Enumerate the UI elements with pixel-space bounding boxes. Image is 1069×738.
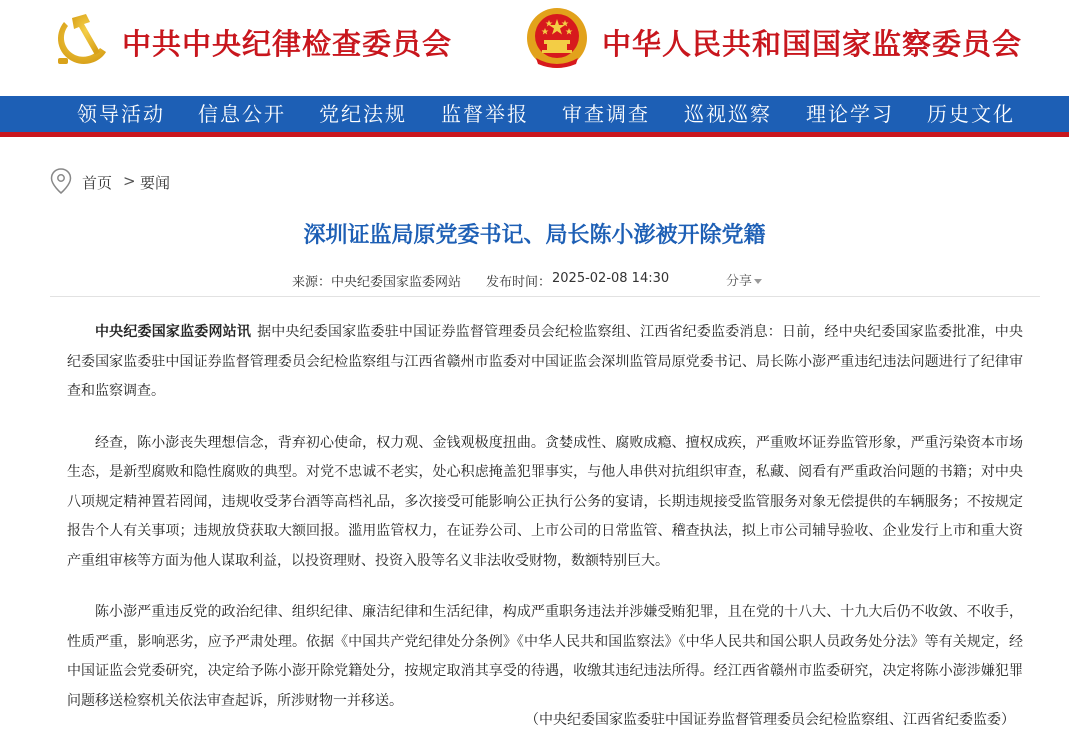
nav-item-info-disclosure[interactable]: 信息公开 (198, 102, 286, 126)
nav-item-leadership[interactable]: 领导活动 (77, 102, 165, 126)
nav-item-theory-study[interactable]: 理论学习 (806, 102, 894, 126)
lead-source: 中央纪委国家监委网站讯 (95, 324, 252, 340)
article-paragraph (67, 318, 1023, 407)
location-pin-icon (50, 168, 72, 194)
share-label: 分享 (726, 274, 753, 289)
source-label: 来源： (292, 275, 332, 290)
nav-item-report[interactable]: 监督举报 (441, 102, 529, 126)
nav-item-inspection[interactable]: 巡视巡察 (684, 102, 772, 126)
article-paragraph: 陈小澎严重违反党的政治纪律、组织纪律、廉洁纪律和生活纪律，构成严重职务违法并涉嫌受贿犯罪，且在党的十八大、十九大后仍不收敛、不收手，性质严重，影响恶劣，应予严肃处理。依据《中国共产党纪律处分条例》《中华人民共和国监察法》《中华人民共和国公职人员政务处分法》等有关规定，经中国证监会党委研究，决定给予陈小澎开除党籍处分，按规定取消其享受的待遇，收缴其违纪违法所得。经江西省赣州市监委研究，决定将陈小澎涉嫌犯罪问题移送检察机关依法审查起诉，所涉财物一并移送。 (67, 604, 1023, 709)
nav-item-party-regulations[interactable]: 党纪法规 (319, 102, 407, 126)
nav-item-history-culture[interactable]: 历史文化 (927, 102, 1015, 126)
cpc-commission-title[interactable]: 中共中央纪律检查委员会 (122, 27, 453, 61)
share-button[interactable] (726, 270, 762, 289)
paragraph-text: 据中央纪委国家监委驻中国证券监督管理委员会纪检监察组、江西省纪委监委消息：日前，经中央纪委国家监委批准，中央纪委国家监委驻中国证券监督管理委员会纪检监察组与江西省赣州市监委对中国证监会深圳监管局原党委书记、局长陈小澎严重违纪违法问题进行了纪律审查和监察调查。 (67, 324, 1023, 399)
caret-down-icon (754, 279, 762, 284)
nav-item-investigation[interactable]: 审查调查 (562, 102, 650, 126)
article-paragraph: 经查，陈小澎丧失理想信念，背弃初心使命，权力观、金钱观极度扭曲。贪婪成性、腐败成瘾、擅权成疾，严重败坏证券监管形象，严重污染资本市场生态，是新型腐败和隐性腐败的典型。对党不忠诚不老实，处心积虑掩盖犯罪事实，与他人串供对抗组织审查，私藏、阅看有严重政治问题的书籍；对中央八项规定精神置若罔闻，违规收受茅台酒等高档礼品，多次接受可能影响公正执行公务的宴请，长期违规接受监管服务对象无偿提供的车辆服务；不按规定报告个人有关事项；违规放贷获取大额回报。滥用监管权力，在证券公司、上市公司的日常监管、稽查执法，拟上市公司辅导验收、企业发行上市和重大资产重组审核等方面为他人谋取利益，以投资理财、投资入股等名义非法收受财物，数额特别巨大。 (67, 434, 1023, 569)
article-body (67, 318, 1023, 738)
national-supervisory-title[interactable]: 中华人民共和国国家监察委员会 (602, 27, 1023, 61)
divider (50, 296, 1040, 297)
breadcrumb-separator: > (123, 172, 136, 190)
publish-time-label: 发布时间： (486, 275, 552, 290)
publish-time-value: 2025-02-08 14:30 (552, 271, 670, 286)
source-value: 中央纪委国家监委网站 (331, 275, 462, 290)
breadcrumb-news-link[interactable]: 要闻 (140, 174, 171, 192)
national-emblem-icon (524, 6, 590, 72)
party-emblem-icon (50, 8, 112, 70)
breadcrumb-home-link[interactable]: 首页 (82, 174, 113, 192)
article-footer-source: （中央纪委国家监委驻中国证券监督管理委员会纪检监察组、江西省纪委监委） (525, 712, 1015, 728)
site-header (0, 0, 1069, 96)
main-nav (0, 96, 1069, 137)
article-title: 深圳证监局原党委书记、局长陈小澎被开除党籍 (303, 223, 766, 248)
